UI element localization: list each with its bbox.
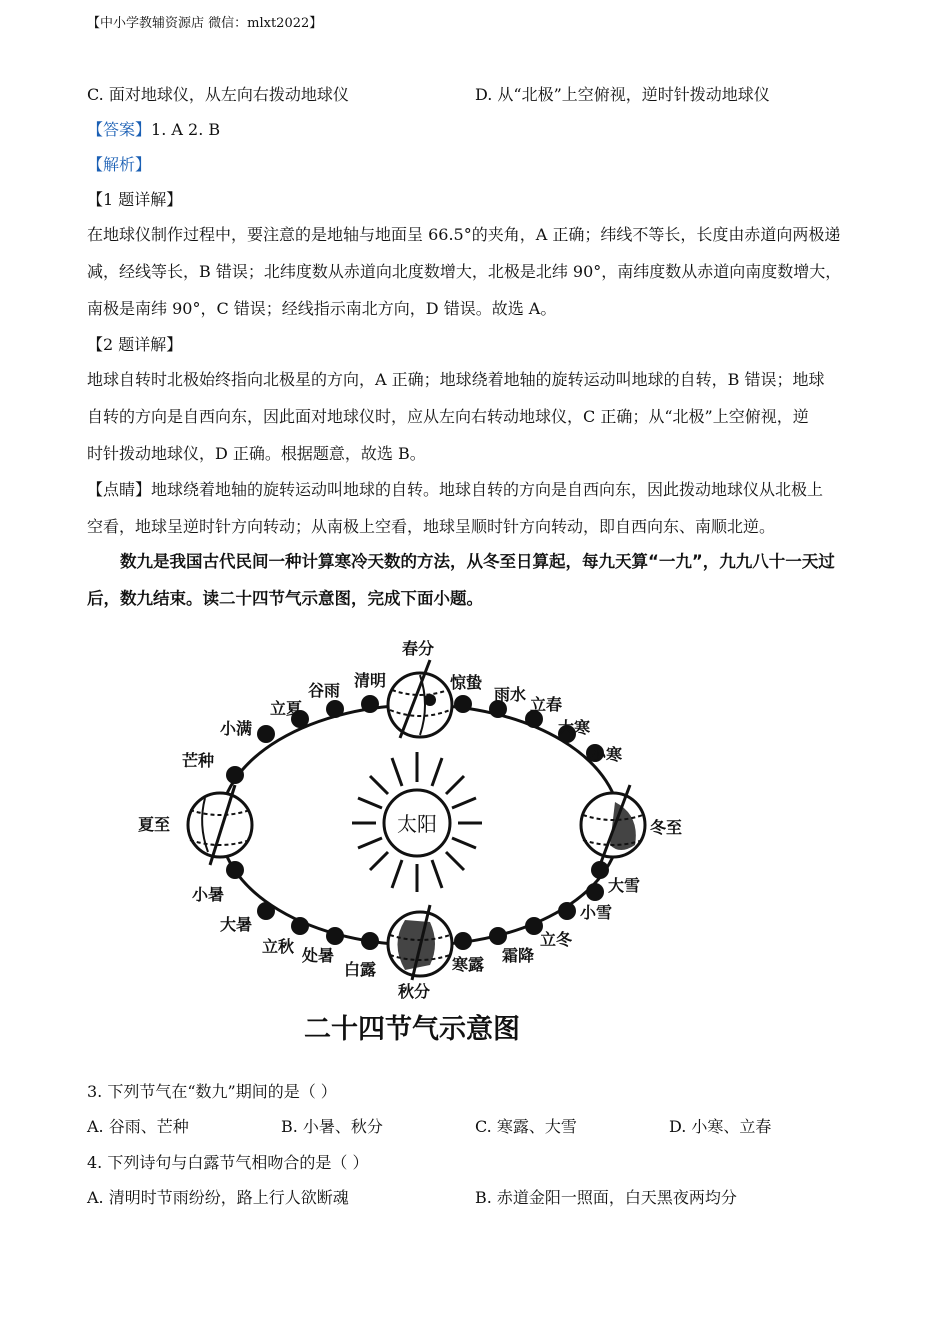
term-bailu: 白露 [344,960,377,979]
globe-summer [188,785,252,865]
term-hanlu: 寒露 [452,955,485,974]
term-dahan: 大寒 [558,718,591,737]
term-jingzhe: 惊蛰 [450,673,483,692]
term-shuangjiang: 霜降 [502,946,535,965]
term-xiazhi: 夏至 [138,815,171,834]
q4-option-a: A. 清明时节雨纷纷，路上行人欲断魂 [87,1188,349,1207]
tip-line: 空看，地球呈逆时针方向转动；从南极上空看，地球呈顺时针方向转动，即自西向东、南顺北逆。 [87,517,776,536]
term-lidong: 立冬 [540,930,573,949]
term-qingming: 清明 [354,671,387,690]
term-chushu: 处暑 [302,946,335,965]
detail1-line: 减，经线等长，B 错误；北纬度数从赤道向北度数增大，北极是北纬 90°，南纬度数从赤道向南度数增大， [87,262,842,281]
globe-spring [388,660,452,738]
globe-winter [581,785,645,865]
globe-autumn [388,905,452,980]
intro-line: 后，数九结束。读二十四节气示意图，完成下面小题。 [87,589,483,608]
tip-label: 【点睛】 [87,480,152,499]
option-c: C. 面对地球仪，从左向右拨动地球仪 [87,85,349,104]
page-header: 【中小学教辅资源店 微信：mlxt2022】 [87,16,323,31]
detail1-line: 在地球仪制作过程中，要注意的是地轴与地面呈 66.5°的夹角，A 正确；纬线不等长，长度由赤道向两极递 [87,225,841,244]
q3-option-b: B. 小暑、秋分 [281,1117,383,1136]
term-yushui: 雨水 [494,685,527,704]
option-d: D. 从“北极”上空俯视，逆时针拨动地球仪 [475,85,770,104]
term-lichun: 立春 [530,695,563,714]
term-xiaoman: 小满 [220,719,253,738]
term-lixia: 立夏 [270,699,303,718]
detail2-label: 【2 题详解】 [87,335,183,354]
term-xiaoxue: 小雪 [580,903,613,922]
detail2-line: 自转的方向是自西向东，因此面对地球仪时，应从左向右转动地球仪，C 正确；从“北极”上空俯视，逆 [87,407,809,426]
answer-label: 【答案】 [87,120,152,139]
term-xiaohan: 小寒 [590,745,623,764]
term-dongzhi: 冬至 [650,818,683,837]
q3-option-c: C. 寒露、大雪 [475,1117,577,1136]
sun-label: 太阳 [397,812,437,836]
analysis-label: 【解析】 [87,155,152,174]
detail2-line: 时针拨动地球仪，D 正确。根据题意，故选 B。 [87,444,426,463]
intro-line: 数九是我国古代民间一种计算寒冷天数的方法，从冬至日算起，每九天算“一九”，九九八十一天过 [120,552,835,571]
q4-stem: 4. 下列诗句与白露节气相吻合的是（ ） [87,1153,369,1172]
tip-text: 地球绕着地轴的旋转运动叫地球的自转。地球自转的方向是自西向东，因此拨动地球仪从北极上 [151,480,824,499]
q3-stem: 3. 下列节气在“数九”期间的是（ ） [87,1082,337,1101]
term-liqiu: 立秋 [262,937,295,956]
term-chunfen: 春分 [402,639,435,658]
term-dashu: 大暑 [220,915,253,934]
term-daxue: 大雪 [608,876,641,895]
diagram-title: 二十四节气示意图 [304,1014,520,1045]
term-xiaoshu: 小暑 [192,885,225,904]
detail2-line: 地球自转时北极始终指向北极星的方向，A 正确；地球绕着地轴的旋转运动叫地球的自转，B 错误；地球 [87,370,825,389]
term-guyu: 谷雨 [308,681,341,700]
detail1-label: 【1 题详解】 [87,190,183,209]
term-mangzhong: 芒种 [182,751,215,770]
answer-text: 1. A 2. B [151,120,221,139]
tip-line [87,477,823,500]
q3-option-a: A. 谷雨、芒种 [87,1117,189,1136]
q4-option-b: B. 赤道金阳一照面，白天黑夜两均分 [475,1188,737,1207]
term-qiufen: 秋分 [398,982,431,1001]
answer-line [87,117,220,140]
solar-terms-diagram [130,630,710,1050]
detail1-line: 南极是南纬 90°，C 错误；经线指示南北方向，D 错误。故选 A。 [87,299,557,318]
q3-option-d: D. 小寒、立春 [669,1117,772,1136]
